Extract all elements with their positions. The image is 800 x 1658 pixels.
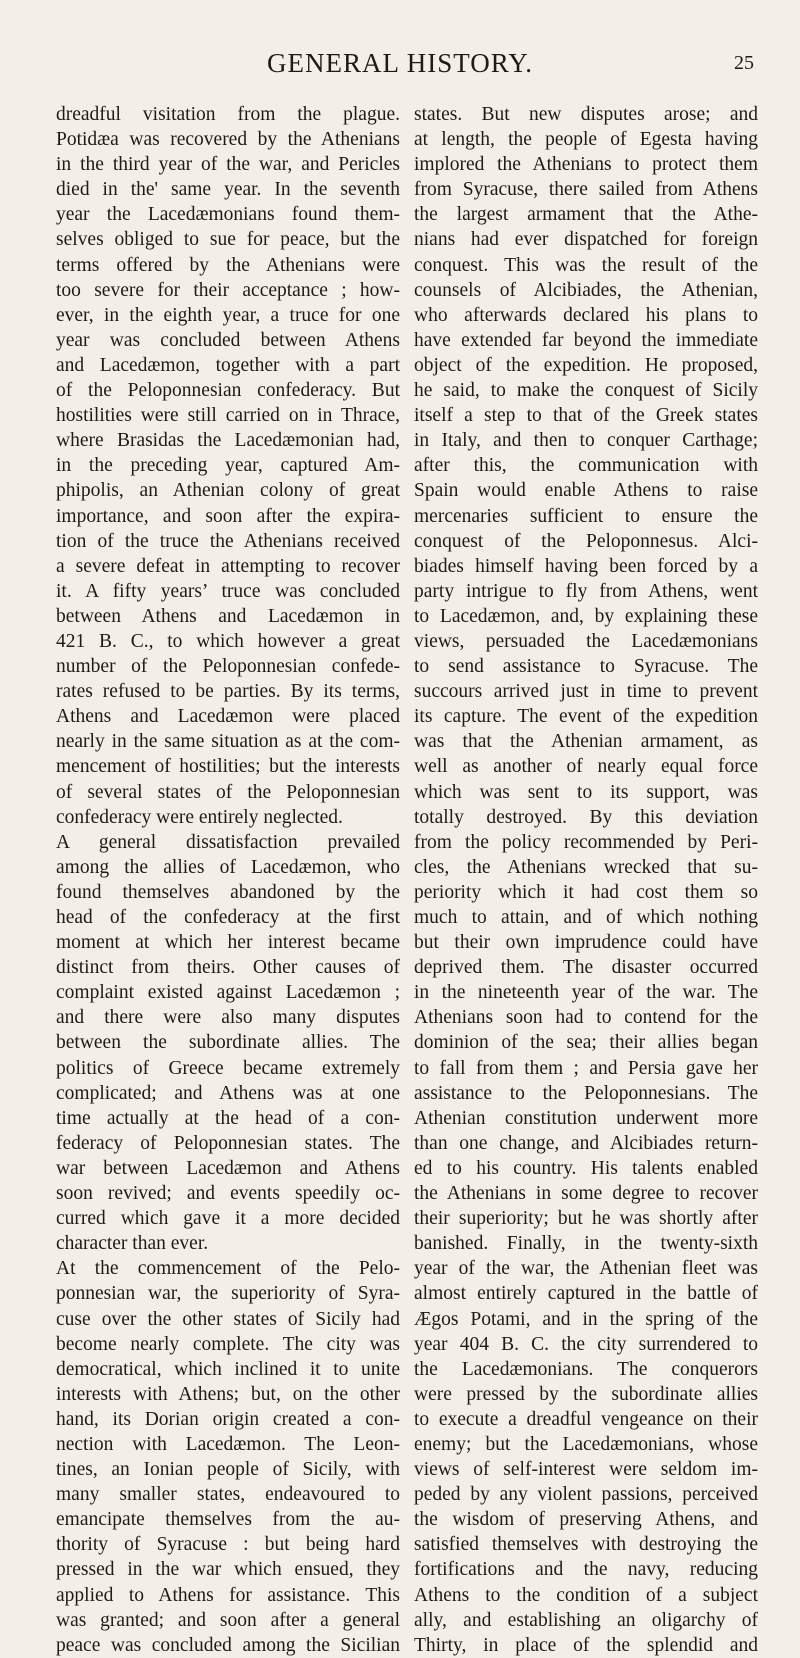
text-line: peace was concluded among the Sicilian xyxy=(56,1634,400,1656)
text-line: peded by any violent passions, perceived xyxy=(414,1484,758,1506)
text-line: to fall from them ; and Persia gave her xyxy=(414,1057,758,1079)
text-line: confederacy were entirely neglected. xyxy=(56,806,343,828)
text-line: to execute a dreadful vengeance on their xyxy=(414,1408,758,1430)
left-column xyxy=(56,102,400,1658)
text-line: 421 B. C., to which however a great xyxy=(56,630,400,652)
text-line: the largest armament that the Athe- xyxy=(414,204,758,226)
text-line: At the commencement of the Pelo- xyxy=(56,1258,400,1280)
text-line: politics of Greece became extremely xyxy=(56,1057,400,1079)
text-line: after this, the communication with xyxy=(414,455,758,477)
text-line: party intrigue to fly from Athens, went xyxy=(414,580,758,602)
text-line: the wisdom of preserving Athens, and xyxy=(414,1509,758,1531)
text-line: and there were also many disputes xyxy=(56,1007,400,1029)
text-line: tines, an Ionian people of Sicily, with xyxy=(56,1459,400,1481)
text-line: become nearly complete. The city was xyxy=(56,1333,400,1355)
text-line: rates refused to be parties. By its terms, xyxy=(56,681,400,703)
text-line: he said, to make the conquest of Sicily xyxy=(414,380,758,402)
text-line: terms offered by the Athenians were xyxy=(56,254,400,276)
text-line: Ægos Potami, and in the spring of the xyxy=(414,1308,758,1330)
text-line: thority of Syracuse : but being hard xyxy=(56,1534,400,1556)
text-line: of several states of the Peloponnesian xyxy=(56,781,400,803)
page-number: 25 xyxy=(734,52,754,74)
text-line: cles, the Athenians wrecked that su- xyxy=(414,856,758,878)
text-line: conquest of the Peloponnesus. Alci- xyxy=(414,530,758,552)
text-line: to send assistance to Syracuse. The xyxy=(414,656,758,678)
text-line: ever, in the eighth year, a truce for one xyxy=(56,304,400,326)
text-line: year 404 B. C. the city surrendered to xyxy=(414,1333,758,1355)
text-line: tion of the truce the Athenians received xyxy=(56,530,400,552)
text-line: nearly in the same situation as at the com- xyxy=(56,731,400,753)
text-line: among the allies of Lacedæmon, who xyxy=(56,856,400,878)
text-line: curred which gave it a more decided xyxy=(56,1208,400,1230)
text-line: soon revived; and events speedily oc- xyxy=(56,1183,400,1205)
text-line: itself a step to that of the Greek states xyxy=(414,405,758,427)
text-line: Athenian constitution underwent more xyxy=(414,1107,758,1129)
text-line: year of the war, the Athenian fleet was xyxy=(414,1258,758,1280)
text-line: the Athenians in some degree to recover xyxy=(414,1183,758,1205)
text-line: dreadful visitation from the plague. xyxy=(56,104,400,125)
text-line: mencement of hostilities; but the interests xyxy=(56,756,400,778)
text-line: but their own imprudence could have xyxy=(414,932,758,954)
text-line: their superiority; but he was shortly after xyxy=(414,1208,758,1230)
text-line: phipolis, an Athenian colony of great xyxy=(56,480,400,502)
text-line: enemy; but the Lacedæmonians, whose xyxy=(414,1433,758,1455)
text-line: nection with Lacedæmon. The Leon- xyxy=(56,1433,400,1455)
text-line: biades himself having been forced by a xyxy=(414,555,758,577)
text-line: at length, the people of Egesta having xyxy=(414,129,758,151)
text-line: conquest. This was the result of the xyxy=(414,254,758,276)
text-line: who afterwards declared his plans to xyxy=(414,304,758,326)
text-line: federacy of Peloponnesian states. The xyxy=(56,1132,400,1154)
text-line: Athens and Lacedæmon were placed xyxy=(56,706,400,728)
text-line: its capture. The event of the expedition xyxy=(414,706,758,728)
text-line: many smaller states, endeavoured to xyxy=(56,1484,400,1506)
text-line: a severe defeat in attempting to recover xyxy=(56,555,400,577)
text-line: character than ever. xyxy=(56,1233,209,1255)
text-line: number of the Peloponnesian confede- xyxy=(56,656,400,678)
text-line: ponnesian war, the superiority of Syra- xyxy=(56,1283,400,1305)
text-line: died in the' same year. In the seventh xyxy=(56,179,400,201)
text-line: from Syracuse, there sailed from Athens xyxy=(414,179,758,201)
text-line: applied to Athens for assistance. This xyxy=(56,1584,400,1606)
text-line: succours arrived just in time to prevent xyxy=(414,681,758,703)
text-line: have extended far beyond the immediate xyxy=(414,329,758,351)
text-line: counsels of Alcibiades, the Athenian, xyxy=(414,279,758,301)
text-line: views of self-interest were seldom im- xyxy=(414,1459,758,1481)
text-line: totally destroyed. By this deviation xyxy=(414,806,758,828)
text-line: satisfied themselves with destroying the xyxy=(414,1534,758,1556)
text-line: in the third year of the war, and Pericles xyxy=(56,154,400,176)
text-line: between Athens and Lacedæmon in xyxy=(56,605,400,627)
text-line: than one change, and Alcibiades return- xyxy=(414,1132,758,1154)
text-line: it. A fifty years’ truce was concluded xyxy=(56,580,400,602)
text-line: distinct from theirs. Other causes of xyxy=(56,957,400,979)
text-line: emancipate themselves from the au- xyxy=(56,1509,400,1531)
text-line: Spain would enable Athens to raise xyxy=(414,480,758,502)
text-line: fortifications and the navy, reducing xyxy=(414,1559,758,1581)
text-line: well as another of nearly equal force xyxy=(414,756,758,778)
text-line: complaint existed against Lacedæmon ; xyxy=(56,982,400,1004)
text-line: was that the Athenian armament, as xyxy=(414,731,758,753)
text-line: complicated; and Athens was at one xyxy=(56,1082,400,1104)
text-line: views, persuaded the Lacedæmonians xyxy=(414,630,758,652)
text-line: ally, and establishing an oligarchy of xyxy=(414,1609,758,1631)
text-line: year the Lacedæmonians found them- xyxy=(56,204,400,226)
right-column xyxy=(414,102,758,1658)
text-line: between the subordinate allies. The xyxy=(56,1032,400,1054)
text-line: importance, and soon after the expira- xyxy=(56,505,400,527)
text-line: was granted; and soon after a general xyxy=(56,1609,400,1631)
text-line: from the policy recommended by Peri- xyxy=(414,831,758,853)
page-header xyxy=(0,48,800,88)
text-line: were pressed by the subordinate allies xyxy=(414,1383,758,1405)
text-line: implored the Athenians to protect them xyxy=(414,154,758,176)
text-line: assistance to the Peloponnesians. The xyxy=(414,1082,758,1104)
text-line: dominion of the sea; their allies began xyxy=(414,1032,758,1054)
text-line: selves obliged to sue for peace, but the xyxy=(56,229,400,251)
text-line: ed to his country. His talents enabled xyxy=(414,1157,758,1179)
text-line: Athens to the condition of a subject xyxy=(414,1584,758,1606)
text-line: in the nineteenth year of the war. The xyxy=(414,982,758,1004)
text-line: cuse over the other states of Sicily had xyxy=(56,1308,400,1330)
text-line: year was concluded between Athens xyxy=(56,329,400,351)
text-line: deprived them. The disaster occurred xyxy=(414,957,758,979)
text-line: nians had ever dispatched for foreign xyxy=(414,229,758,251)
text-line: Athenians soon had to contend for the xyxy=(414,1007,758,1029)
text-line: much to attain, and of which nothing xyxy=(414,907,758,928)
text-line: time actually at the head of a con- xyxy=(56,1107,400,1129)
text-line: interests with Athens; but, on the other xyxy=(56,1383,400,1405)
text-line: Thirty, in place of the splendid and xyxy=(414,1634,758,1656)
text-line: banished. Finally, in the twenty-sixth xyxy=(414,1233,758,1255)
text-line: periority which it had cost them so xyxy=(414,881,758,903)
text-line: found themselves abandoned by the xyxy=(56,881,400,903)
text-line: the Lacedæmonians. The conquerors xyxy=(414,1358,758,1380)
text-line: and Lacedæmon, together with a part xyxy=(56,354,400,376)
text-line: to Lacedæmon, and, by explaining these xyxy=(414,605,758,627)
text-line: Potidæa was recovered by the Athenians xyxy=(56,129,400,151)
text-line: which was sent to its support, was xyxy=(414,781,758,803)
text-line: hostilities were still carried on in Thrace, xyxy=(56,405,400,427)
text-line: moment at which her interest became xyxy=(56,932,400,954)
text-line: object of the expedition. He proposed, xyxy=(414,354,758,376)
text-line: war between Lacedæmon and Athens xyxy=(56,1157,400,1179)
text-line: democratical, which inclined it to unite xyxy=(56,1358,400,1380)
text-line: too severe for their acceptance ; how- xyxy=(56,279,400,301)
text-line: mercenaries sufficient to ensure the xyxy=(414,505,758,527)
text-line: almost entirely captured in the battle of xyxy=(414,1283,758,1305)
text-line: pressed in the war which ensued, they xyxy=(56,1559,400,1581)
running-title: GENERAL HISTORY. xyxy=(266,48,534,78)
text-line: A general dissatisfaction prevailed xyxy=(56,831,400,853)
text-line: in Italy, and then to conquer Carthage; xyxy=(414,430,758,452)
text-line: states. But new disputes arose; and xyxy=(414,104,758,125)
text-line: where Brasidas the Lacedæmonian had, xyxy=(56,430,400,452)
text-line: in the preceding year, captured Am- xyxy=(56,455,400,477)
text-line: hand, its Dorian origin created a con- xyxy=(56,1408,400,1430)
text-line: of the Peloponnesian confederacy. But xyxy=(56,380,400,402)
text-line: head of the confederacy at the first xyxy=(56,907,400,928)
